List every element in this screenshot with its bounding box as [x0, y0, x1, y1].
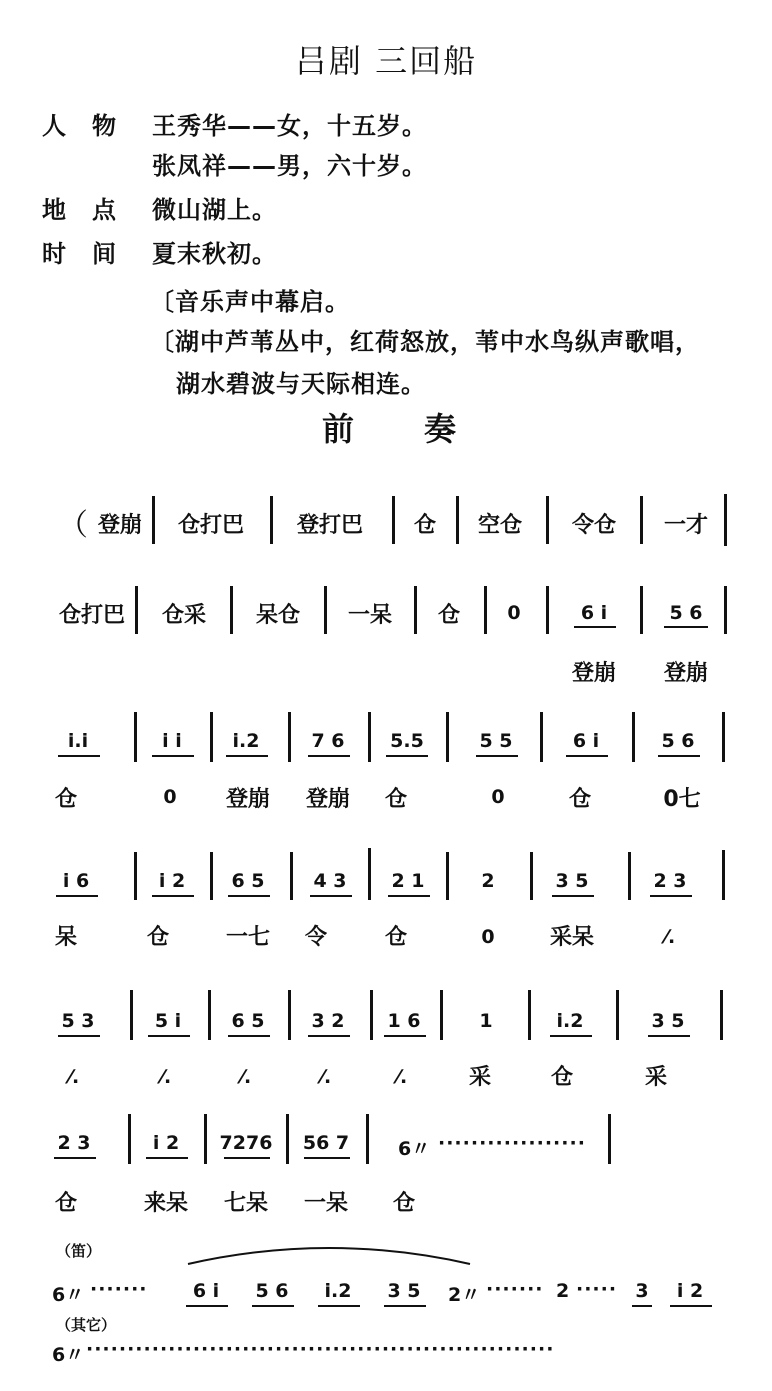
- bar-line: [152, 496, 155, 544]
- beam: [386, 755, 428, 757]
- bar-line: [528, 990, 531, 1040]
- beam: [658, 755, 700, 757]
- bar-line: [370, 990, 373, 1040]
- tremolo-note: 2〃: [448, 1284, 481, 1306]
- beam: [58, 1035, 100, 1037]
- perc-cell: 仓: [568, 787, 592, 812]
- bar-line: [134, 852, 137, 900]
- perc-cell: 仓: [550, 1065, 574, 1090]
- beam: [574, 626, 616, 628]
- perc-cell: 登崩: [225, 787, 271, 812]
- note-cell: 3 5: [651, 1010, 685, 1032]
- time-value: 夏末秋初。: [152, 240, 277, 268]
- time-label: 时 间: [42, 240, 117, 268]
- perc-cell: 仓打巴: [58, 603, 126, 628]
- characters-label: 人 物: [42, 112, 117, 140]
- beam: [146, 1157, 188, 1159]
- beam: [650, 895, 692, 897]
- note-cell: 5 5: [479, 730, 513, 752]
- note-cell: 0: [507, 602, 521, 624]
- perc-cell: 仓采: [161, 603, 207, 628]
- tremolo-note: 6〃: [398, 1138, 431, 1160]
- beam: [664, 626, 708, 628]
- note-cell: 5 3: [61, 1010, 95, 1032]
- note-cell: i.2: [232, 730, 260, 752]
- perc-cell: 令: [304, 925, 328, 950]
- bar-line: [616, 990, 619, 1040]
- bar-line: [368, 848, 371, 900]
- perc-cell: 来呆: [143, 1191, 189, 1216]
- bar-line: [540, 712, 543, 762]
- perc-cell: 仓: [384, 787, 408, 812]
- perc-cell: 呆仓: [255, 603, 301, 628]
- stage-direction-2: 〔湖中芦苇丛中，红荷怒放，苇中水鸟纵声歌唱，: [150, 328, 700, 356]
- note-cell: 7 6: [311, 730, 345, 752]
- note-cell: i.i: [67, 730, 89, 752]
- bar-line: [546, 586, 549, 634]
- bar-line: [392, 496, 395, 544]
- bar-line: [286, 1114, 289, 1164]
- perc-cell: 空仓: [477, 513, 523, 538]
- stage-direction-1: 〔音乐声中幕启。: [150, 288, 350, 316]
- bar-line: [204, 1114, 207, 1164]
- bar-line: [456, 496, 459, 544]
- perc-cell: 仓: [384, 925, 408, 950]
- perc-cell: 令仓: [571, 513, 617, 538]
- bar-line: [270, 496, 273, 544]
- perc-cell: 登打巴: [296, 513, 364, 538]
- place-label: 地 点: [42, 196, 117, 224]
- beam: [252, 1305, 294, 1307]
- perc-cell: 采: [644, 1065, 668, 1090]
- tremolo-dots: ·······: [486, 1278, 544, 1300]
- note-cell: i 2: [152, 1132, 180, 1154]
- perc-cell: 仓: [54, 787, 78, 812]
- note-cell: 3 5: [555, 870, 589, 892]
- beam: [152, 895, 194, 897]
- note-cell: 2: [556, 1280, 570, 1302]
- bar-line: [208, 990, 211, 1040]
- bar-line: [135, 586, 138, 634]
- tremolo-dots: ·························································: [86, 1338, 555, 1360]
- note-cell: 6 5: [231, 870, 265, 892]
- beam: [308, 1035, 350, 1037]
- beam: [388, 895, 430, 897]
- perc-cell: 采: [468, 1065, 492, 1090]
- beam: [670, 1305, 712, 1307]
- perc-cell: 一七: [225, 925, 271, 950]
- other-label: （其它）: [56, 1316, 117, 1334]
- beam: [228, 1035, 270, 1037]
- bar-line: [546, 496, 549, 544]
- repeat-mark: ⁄.: [160, 1066, 172, 1088]
- note-cell: 6 i: [572, 730, 600, 752]
- section-title: 前 奏: [322, 410, 459, 448]
- perc-cell: 一才: [663, 513, 709, 538]
- note-cell: 56 7: [302, 1132, 350, 1154]
- repeat-mark: ⁄.: [396, 1066, 408, 1088]
- beam: [152, 755, 194, 757]
- note-cell: 4 3: [313, 870, 347, 892]
- note-cell: 6 i: [192, 1280, 220, 1302]
- tremolo-dots: ·······: [90, 1278, 148, 1300]
- note-cell: 7276: [219, 1132, 273, 1154]
- bar-line: [640, 496, 643, 544]
- note-cell: i i: [162, 730, 182, 752]
- beam: [550, 1035, 592, 1037]
- beam: [226, 755, 268, 757]
- perc-cell: 0: [491, 786, 505, 808]
- note-cell: 3 5: [387, 1280, 421, 1302]
- note-cell: 5 6: [255, 1280, 289, 1302]
- perc-cell: 一呆: [303, 1191, 349, 1216]
- beam: [318, 1305, 360, 1307]
- note-cell: 6 i: [580, 602, 608, 624]
- bar-line: [366, 1114, 369, 1164]
- note-cell: 2 3: [653, 870, 687, 892]
- flute-label: （笛）: [56, 1242, 102, 1260]
- beam: [228, 895, 270, 897]
- perc-cell: 呆: [54, 925, 78, 950]
- bar-line: [134, 712, 137, 762]
- bar-line: [288, 990, 291, 1040]
- repeat-mark: ⁄.: [68, 1066, 80, 1088]
- perc-cell: 0: [481, 926, 495, 948]
- perc-cell: 0: [163, 786, 177, 808]
- beam: [58, 755, 100, 757]
- flute-start-note: 6〃: [52, 1284, 85, 1306]
- slur-mark: [184, 1240, 474, 1270]
- beam: [56, 895, 98, 897]
- note-cell: i.2: [556, 1010, 584, 1032]
- note-cell: 3 2: [311, 1010, 345, 1032]
- open-paren: （: [58, 508, 88, 543]
- beam: [476, 755, 518, 757]
- perc-cell: 采呆: [549, 925, 595, 950]
- stage-direction-3: 湖水碧波与天际相连。: [176, 370, 426, 398]
- bar-line: [210, 852, 213, 900]
- bar-line: [324, 586, 327, 634]
- repeat-mark: ⁄.: [664, 926, 676, 948]
- note-cell: i 6: [62, 870, 90, 892]
- note-cell: 1: [479, 1010, 493, 1032]
- beam: [308, 755, 350, 757]
- perc-cell: 一呆: [347, 603, 393, 628]
- bar-line: [440, 990, 443, 1040]
- beam: [304, 1157, 350, 1159]
- bar-line: [608, 1114, 611, 1164]
- character-1: 王秀华——女，十五岁。: [152, 112, 427, 140]
- note-cell: i 2: [676, 1280, 704, 1302]
- perc-cell: 登崩: [97, 513, 143, 538]
- note-cell: 5 6: [661, 730, 695, 752]
- beam: [552, 895, 594, 897]
- other-start-note: 6〃: [52, 1344, 85, 1366]
- place-value: 微山湖上。: [152, 196, 277, 224]
- beam: [310, 895, 352, 897]
- bar-line: [484, 586, 487, 634]
- perc-cell: 仓: [437, 603, 461, 628]
- note-cell: 2 3: [57, 1132, 91, 1154]
- bar-line: [446, 712, 449, 762]
- beam: [648, 1035, 690, 1037]
- bar-line: [414, 586, 417, 634]
- perc-cell: 仓: [413, 513, 437, 538]
- beam: [224, 1157, 270, 1159]
- tremolo-dots: ·····: [576, 1278, 618, 1300]
- note-cell: 2 1: [391, 870, 425, 892]
- tremolo-dots: ··················: [438, 1132, 586, 1154]
- note-cell: 2: [481, 870, 495, 892]
- bar-line: [230, 586, 233, 634]
- note-cell: 5 6: [669, 602, 703, 624]
- beam: [566, 755, 608, 757]
- bar-line: [640, 586, 643, 634]
- perc-cell: 0七: [663, 787, 701, 812]
- bar-line: [722, 850, 725, 900]
- bar-line: [210, 712, 213, 762]
- beam: [148, 1035, 190, 1037]
- bar-line: [530, 852, 533, 900]
- character-2: 张凤祥——男，六十岁。: [152, 152, 427, 180]
- bar-line: [722, 712, 725, 762]
- note-cell: 5.5: [390, 730, 424, 752]
- beam: [186, 1305, 228, 1307]
- repeat-mark: ⁄.: [240, 1066, 252, 1088]
- note-cell: i.2: [324, 1280, 352, 1302]
- perc-cell: 登崩: [571, 661, 617, 686]
- bar-line: [720, 990, 723, 1040]
- perc-cell: 仓: [54, 1191, 78, 1216]
- note-cell: 5 i: [154, 1010, 182, 1032]
- perc-cell: 仓: [146, 925, 170, 950]
- note-cell: 6 5: [231, 1010, 265, 1032]
- repeat-mark: ⁄.: [320, 1066, 332, 1088]
- beam: [384, 1305, 426, 1307]
- perc-cell: 登崩: [305, 787, 351, 812]
- bar-line: [128, 1114, 131, 1164]
- perc-cell: 七呆: [223, 1191, 269, 1216]
- perc-cell: 仓: [392, 1191, 416, 1216]
- bar-line: [130, 990, 133, 1040]
- note-cell: i 2: [158, 870, 186, 892]
- bar-line: [446, 852, 449, 900]
- perc-cell: 仓打巴: [177, 513, 245, 538]
- beam: [384, 1035, 426, 1037]
- note-cell: 1 6: [387, 1010, 421, 1032]
- bar-line: [288, 712, 291, 762]
- page-title: 吕剧 三回船: [294, 42, 478, 80]
- bar-line: [724, 494, 727, 546]
- beam: [632, 1305, 652, 1307]
- beam: [54, 1157, 96, 1159]
- bar-line: [628, 852, 631, 900]
- bar-line: [724, 586, 727, 634]
- perc-cell: 登崩: [663, 661, 709, 686]
- bar-line: [368, 712, 371, 762]
- bar-line: [290, 852, 293, 900]
- bar-line: [632, 712, 635, 762]
- note-cell: 3: [635, 1280, 649, 1302]
